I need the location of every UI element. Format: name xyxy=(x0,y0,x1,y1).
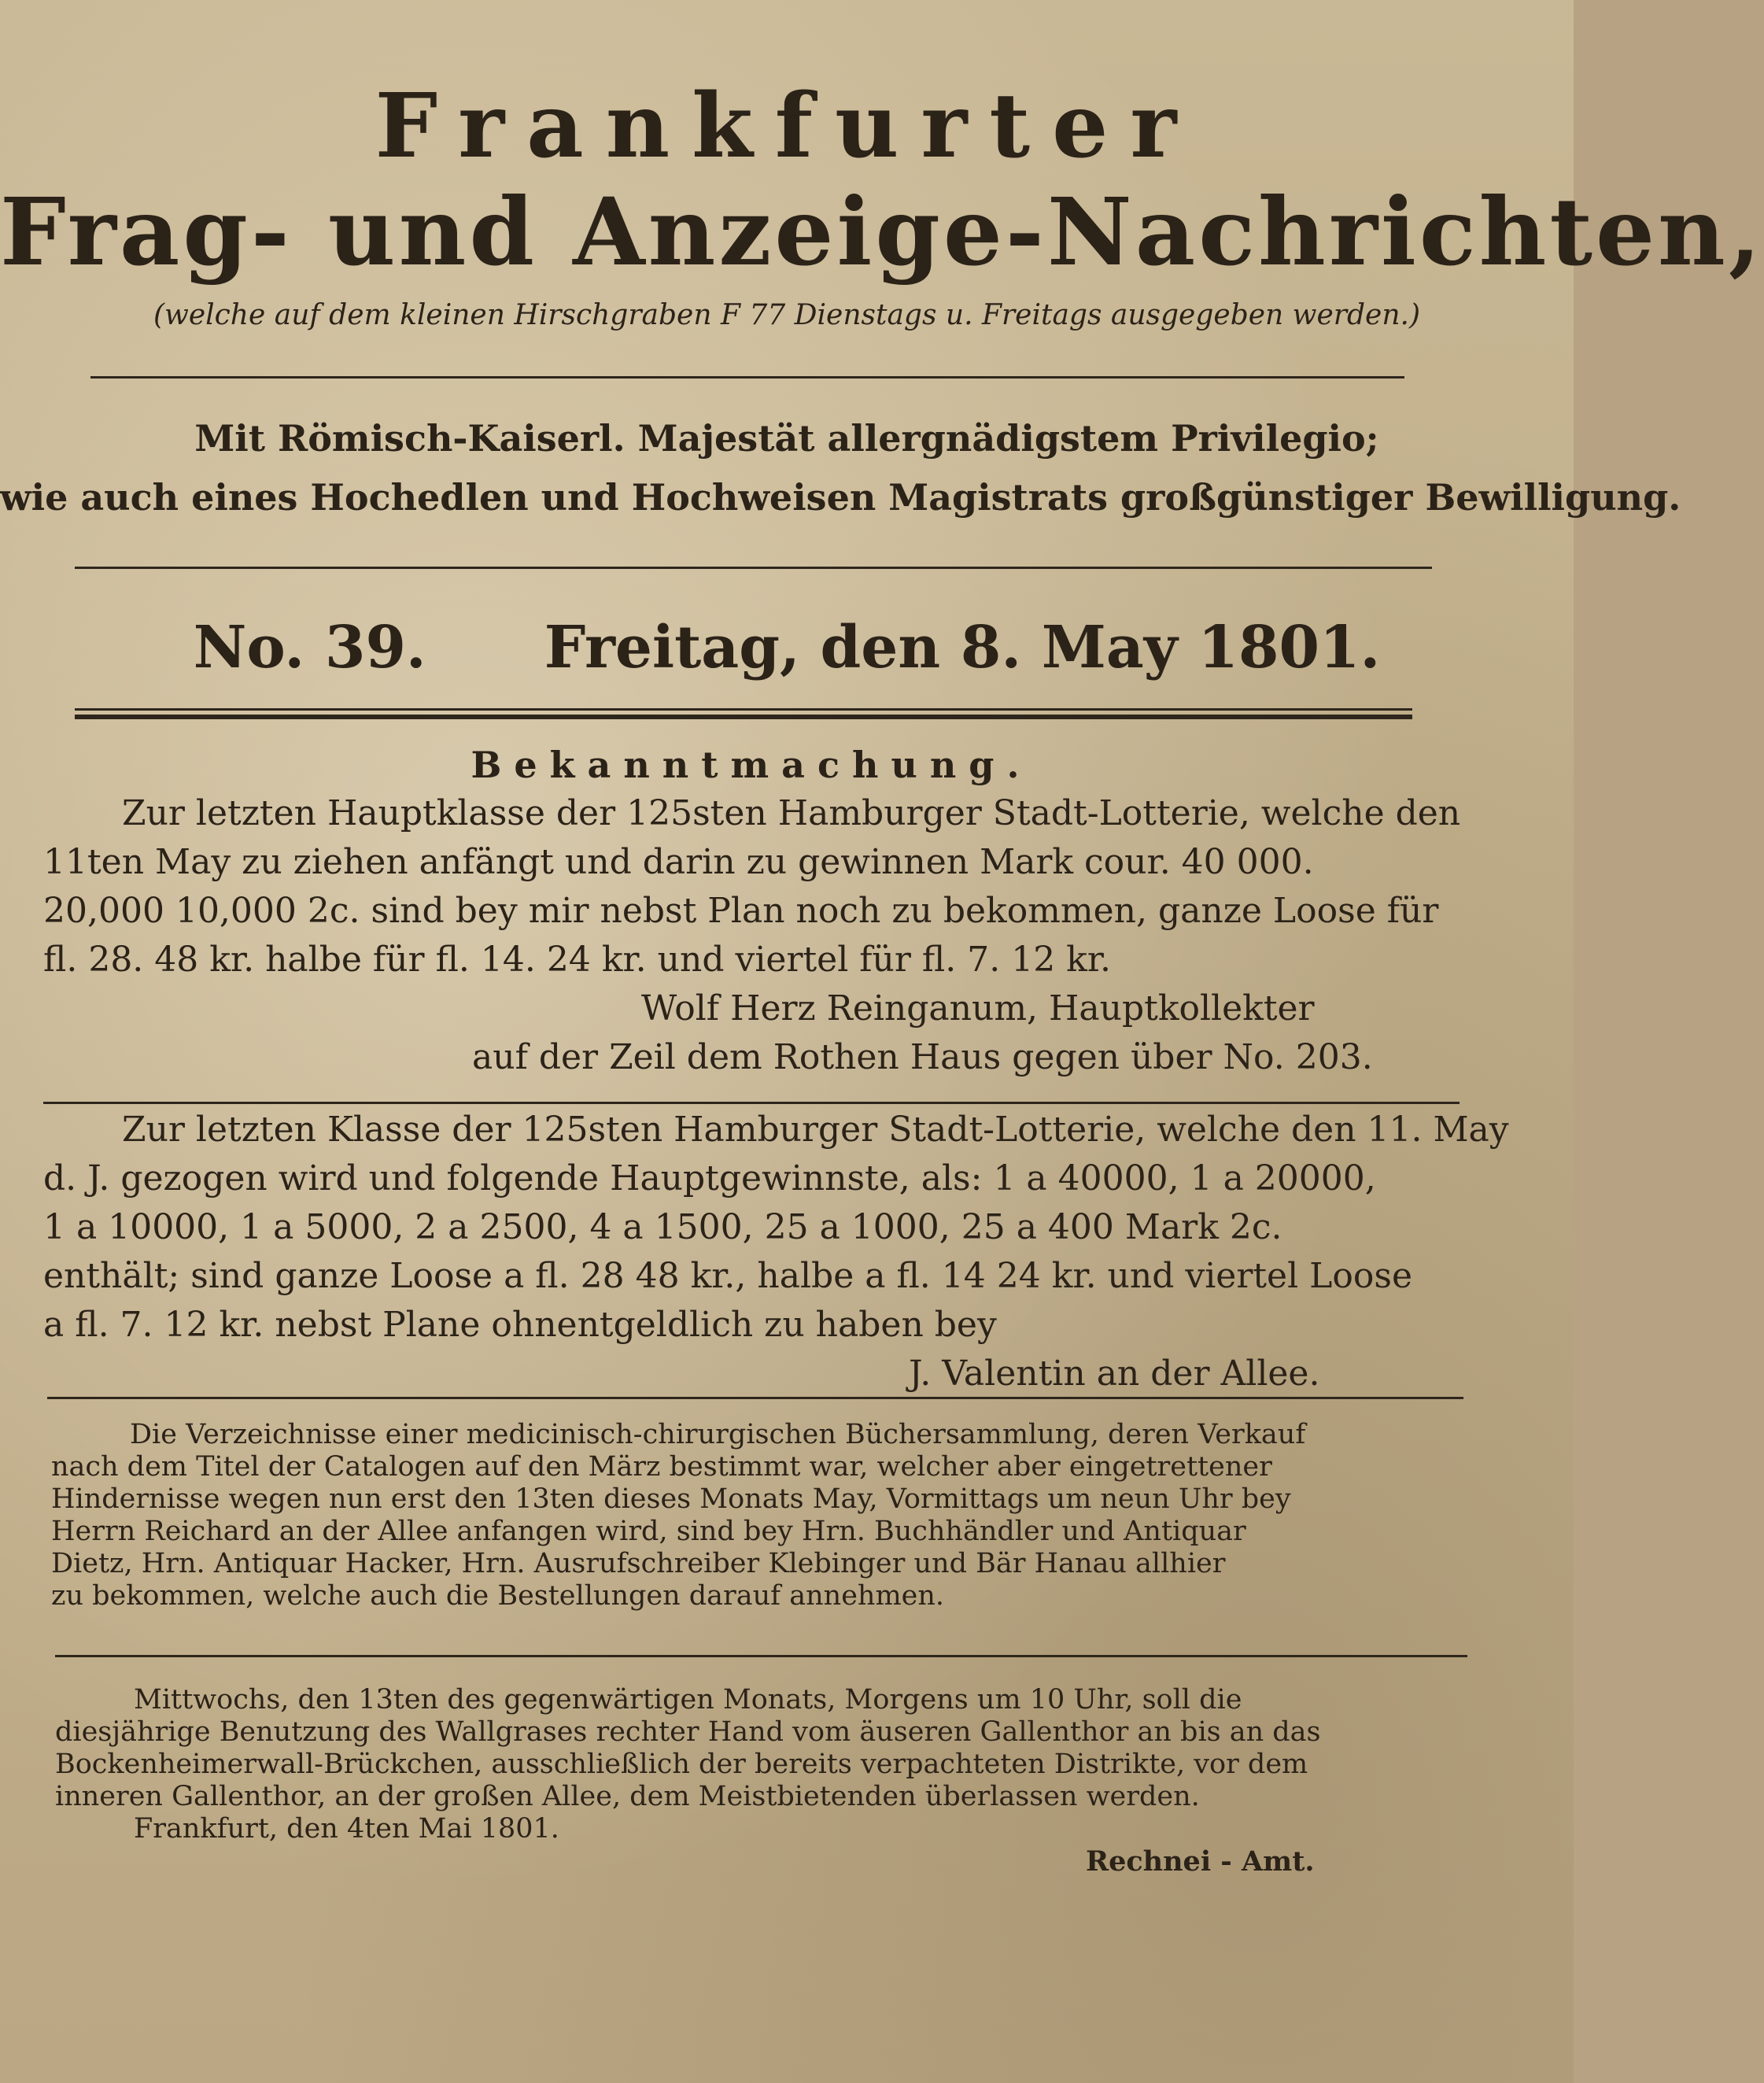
notice-book-auction xyxy=(51,1419,1467,1612)
notice-line: a fl. 7. 12 kr. nebst Plane ohnentgeldlich zu haben bey xyxy=(43,1305,997,1345)
divider-rule xyxy=(55,1655,1467,1657)
notice-line: fl. 28. 48 kr. halbe für fl. 14. 24 kr. und viertel für fl. 7. 12 kr. xyxy=(43,940,1112,980)
notice-line: 1 a 10000, 1 a 5000, 2 a 2500, 4 a 1500, 25 a 1000, 25 a 400 Mark 2c. xyxy=(43,1207,1282,1247)
notice-lottery-valentin xyxy=(43,1106,1509,1398)
notice-signature: J. Valentin an der Allee. xyxy=(909,1354,1320,1394)
notice-line: Bockenheimerwall-Brückchen, ausschließlich der bereits verpachteten Distrikte, vor dem xyxy=(55,1749,1308,1780)
privilege-line-1: Mit Römisch-Kaiserl. Majestät allergnädigstem Privilegio; xyxy=(194,417,1379,460)
notice-address: auf der Zeil dem Rothen Haus gegen über No. 203. xyxy=(472,1037,1373,1077)
masthead-subtitle: (welche auf dem kleinen Hirschgraben F 77 Dienstags u. Freitags ausgegeben werden.) xyxy=(153,299,1421,331)
notice-signature: Rechnei - Amt. xyxy=(1086,1845,1315,1878)
masthead-title-main: Frag- und Anzeige-Nachrichten, xyxy=(0,177,1764,286)
notice-line: zu bekommen, welche auch die Bestellungen darauf annehmen. xyxy=(51,1580,945,1612)
notice-line: Zur letzten Klasse der 125sten Hamburger Stadt-Lotterie, welche den 11. May xyxy=(122,1110,1509,1150)
issue-line xyxy=(0,614,1574,681)
divider-rule xyxy=(47,1397,1463,1399)
notice-dateline: Frankfurt, den 4ten Mai 1801. xyxy=(134,1813,559,1845)
notice-signature: Wolf Herz Reinganum, Hauptkollekter xyxy=(641,988,1315,1029)
notice-line: d. J. gezogen wird und folgende Hauptgewinnste, als: 1 a 40000, 1 a 20000, xyxy=(43,1158,1376,1198)
notice-line: Herrn Reichard an der Allee anfangen wird, sind bey Hrn. Buchhändler und Antiquar xyxy=(51,1516,1246,1547)
notice-line: Die Verzeichnisse einer medicinisch-chirurgischen Büchersammlung, deren Verkauf xyxy=(130,1419,1306,1450)
notice-line: Mittwochs, den 13ten des gegenwärtigen Monats, Morgens um 10 Uhr, soll die xyxy=(134,1684,1242,1716)
notice-line: 11ten May zu ziehen anfängt und darin zu gewinnen Mark cour. 40 000. xyxy=(43,842,1314,882)
notice-line: Hindernisse wegen nun erst den 13ten dieses Monats May, Vormittags um neun Uhr bey xyxy=(51,1483,1291,1515)
issue-date: Freitag, den 8. May 1801. xyxy=(544,614,1381,681)
masthead-title-frankfurter: Frankfurter xyxy=(375,75,1199,178)
privilege-line-2: wie auch eines Hochedlen und Hochweisen Magistrats großgünstiger Bewilligung. xyxy=(0,476,1681,519)
notice-title: Bekanntmachung. xyxy=(471,744,1032,786)
divider-rule xyxy=(75,567,1432,569)
notice-line: diesjährige Benutzung des Wallgrases rechter Hand vom äuseren Gallenthor an bis an das xyxy=(55,1716,1321,1748)
issue-number: No. 39. xyxy=(193,614,426,681)
divider-rule xyxy=(90,376,1404,379)
notice-line: Zur letzten Hauptklasse der 125sten Hamburger Stadt-Lotterie, welche den xyxy=(122,793,1461,833)
notice-line: enthält; sind ganze Loose a fl. 28 48 kr., halbe a fl. 14 24 kr. und viertel Loose xyxy=(43,1256,1412,1296)
notice-lottery-reinganum xyxy=(43,744,1460,1082)
notice-line: inneren Gallenthor, an der großen Allee, dem Meistbietenden überlassen werden. xyxy=(55,1781,1200,1812)
divider-double-rule xyxy=(75,708,1412,711)
notice-line: 20,000 10,000 2c. sind bey mir nebst Plan noch zu bekommen, ganze Loose für xyxy=(43,891,1439,931)
notice-wallgras-auction xyxy=(55,1684,1471,1878)
notice-line: Dietz, Hrn. Antiquar Hacker, Hrn. Ausrufschreiber Klebinger und Bär Hanau allhier xyxy=(51,1548,1226,1579)
notice-line: nach dem Titel der Catalogen auf den März bestimmt war, welcher aber eingetrettener xyxy=(51,1451,1272,1483)
divider-rule xyxy=(43,1102,1460,1104)
